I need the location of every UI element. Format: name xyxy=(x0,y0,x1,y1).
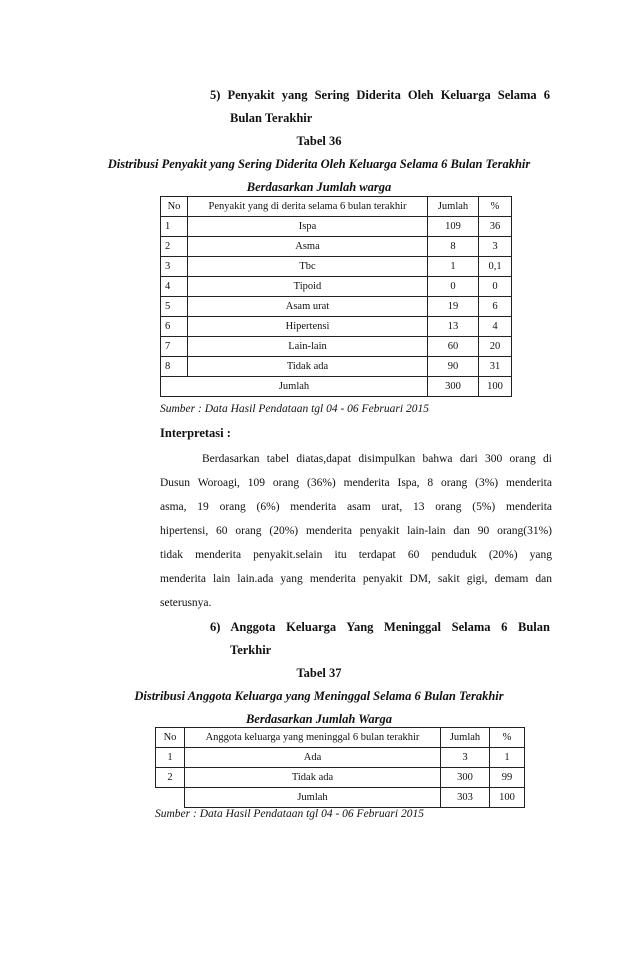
cell-jumlah: 90 xyxy=(428,357,479,377)
table36-source: Sumber : Data Hasil Pendataan tgl 04 - 06 Februari 2015 xyxy=(160,403,429,415)
cell-penyakit: Lain-lain xyxy=(188,337,428,357)
header-percent: % xyxy=(490,728,525,748)
cell-no: 7 xyxy=(161,337,188,357)
table-row xyxy=(161,317,512,337)
header-penyakit: Penyakit yang di derita selama 6 bulan terakhir xyxy=(188,197,428,217)
cell-jumlah: 13 xyxy=(428,317,479,337)
table36 xyxy=(160,196,512,397)
cell-no: 8 xyxy=(161,357,188,377)
cell-penyakit: Asma xyxy=(188,237,428,257)
table-row xyxy=(161,277,512,297)
cell-percent: 20 xyxy=(479,337,512,357)
header-no: No xyxy=(161,197,188,217)
total-label: Jumlah xyxy=(185,788,441,808)
table37-source: Sumber : Data Hasil Pendataan tgl 04 - 06 Februari 2015 xyxy=(155,808,424,820)
header-no: No xyxy=(156,728,185,748)
table-row xyxy=(161,237,512,257)
cell-penyakit: Tbc xyxy=(188,257,428,277)
total-label: Jumlah xyxy=(161,377,428,397)
cell-percent: 3 xyxy=(479,237,512,257)
table-row xyxy=(161,217,512,237)
table-row xyxy=(156,748,525,768)
cell-jumlah: 0 xyxy=(428,277,479,297)
cell-penyakit: Tipoid xyxy=(188,277,428,297)
cell-percent: 0 xyxy=(479,277,512,297)
cell-anggota: Ada xyxy=(185,748,441,768)
paragraph-line: seterusnya. xyxy=(160,597,212,609)
cell-penyakit: Asam urat xyxy=(188,297,428,317)
section5-heading-line1: 5) Penyakit yang Sering Diderita Oleh Keluarga Selama 6 xyxy=(210,88,550,102)
total-percent: 100 xyxy=(490,788,525,808)
cell-no: 1 xyxy=(156,748,185,768)
cell-percent: 4 xyxy=(479,317,512,337)
paragraph-line: tidak menderita penyakit.selain itu terdapat 60 penduduk (20%) yang xyxy=(160,549,552,561)
cell-jumlah: 1 xyxy=(428,257,479,277)
blank-cell xyxy=(156,788,185,808)
cell-percent: 1 xyxy=(490,748,525,768)
table36-label: Tabel 36 xyxy=(296,134,342,148)
cell-no: 5 xyxy=(161,297,188,317)
cell-jumlah: 8 xyxy=(428,237,479,257)
cell-no: 3 xyxy=(161,257,188,277)
section6-heading-line1: 6) Anggota Keluarga Yang Meninggal Selama 6 Bulan xyxy=(210,620,550,634)
cell-no: 1 xyxy=(161,217,188,237)
interpretation-title: Interpretasi : xyxy=(160,426,231,440)
cell-jumlah: 300 xyxy=(441,768,490,788)
paragraph-line: hipertensi, 60 orang (20%) menderita penyakit lain-lain dan 90 orang(31%) xyxy=(160,525,552,537)
cell-penyakit: Ispa xyxy=(188,217,428,237)
table-row xyxy=(161,357,512,377)
table-header-row xyxy=(156,728,525,748)
cell-jumlah: 19 xyxy=(428,297,479,317)
table-row xyxy=(161,337,512,357)
cell-jumlah: 60 xyxy=(428,337,479,357)
paragraph-line: Dusun Woroagi, 109 orang (36%) menderita Ispa, 8 orang (3%) menderita xyxy=(160,477,552,489)
table36-title: Distribusi Penyakit yang Sering Diderita Oleh Keluarga Selama 6 Bulan Terakhir xyxy=(107,157,531,171)
cell-percent: 6 xyxy=(479,297,512,317)
table-row xyxy=(161,297,512,317)
table37-subtitle: Berdasarkan Jumlah Warga xyxy=(245,712,393,726)
table-row xyxy=(161,257,512,277)
cell-no: 6 xyxy=(161,317,188,337)
section6-heading-line2: Terkhir xyxy=(230,643,272,657)
total-percent: 100 xyxy=(479,377,512,397)
paragraph-line: menderita lain lain.ada yang menderita penyakit DM, sakit gigi, demam dan xyxy=(160,573,552,585)
interpretation-paragraph xyxy=(160,447,552,615)
total-jumlah: 300 xyxy=(428,377,479,397)
cell-no: 4 xyxy=(161,277,188,297)
cell-no: 2 xyxy=(161,237,188,257)
cell-no: 2 xyxy=(156,768,185,788)
paragraph-line: Berdasarkan tabel diatas,dapat disimpulkan bahwa dari 300 orang di xyxy=(202,453,552,465)
table37-label: Tabel 37 xyxy=(296,666,342,680)
table-total-row xyxy=(161,377,512,397)
cell-penyakit: Hipertensi xyxy=(188,317,428,337)
table-header-row xyxy=(161,197,512,217)
cell-percent: 0,1 xyxy=(479,257,512,277)
header-jumlah: Jumlah xyxy=(428,197,479,217)
cell-anggota: Tidak ada xyxy=(185,768,441,788)
cell-percent: 31 xyxy=(479,357,512,377)
cell-penyakit: Tidak ada xyxy=(188,357,428,377)
table-row xyxy=(156,768,525,788)
table37 xyxy=(155,727,525,808)
section5-heading-line2: Bulan Terakhir xyxy=(230,111,313,125)
table36-subtitle: Berdasarkan Jumlah warga xyxy=(246,180,392,194)
cell-percent: 36 xyxy=(479,217,512,237)
cell-jumlah: 109 xyxy=(428,217,479,237)
paragraph-line: asma, 19 orang (6%) menderita asam urat, 13 orang (5%) menderita xyxy=(160,501,552,513)
cell-jumlah: 3 xyxy=(441,748,490,768)
table37-title: Distribusi Anggota Keluarga yang Meninggal Selama 6 Bulan Terakhir xyxy=(134,689,504,703)
total-jumlah: 303 xyxy=(441,788,490,808)
header-jumlah: Jumlah xyxy=(441,728,490,748)
cell-percent: 99 xyxy=(490,768,525,788)
header-anggota: Anggota keluarga yang meninggal 6 bulan terakhir xyxy=(185,728,441,748)
table-total-row xyxy=(156,788,525,808)
header-percent: % xyxy=(479,197,512,217)
